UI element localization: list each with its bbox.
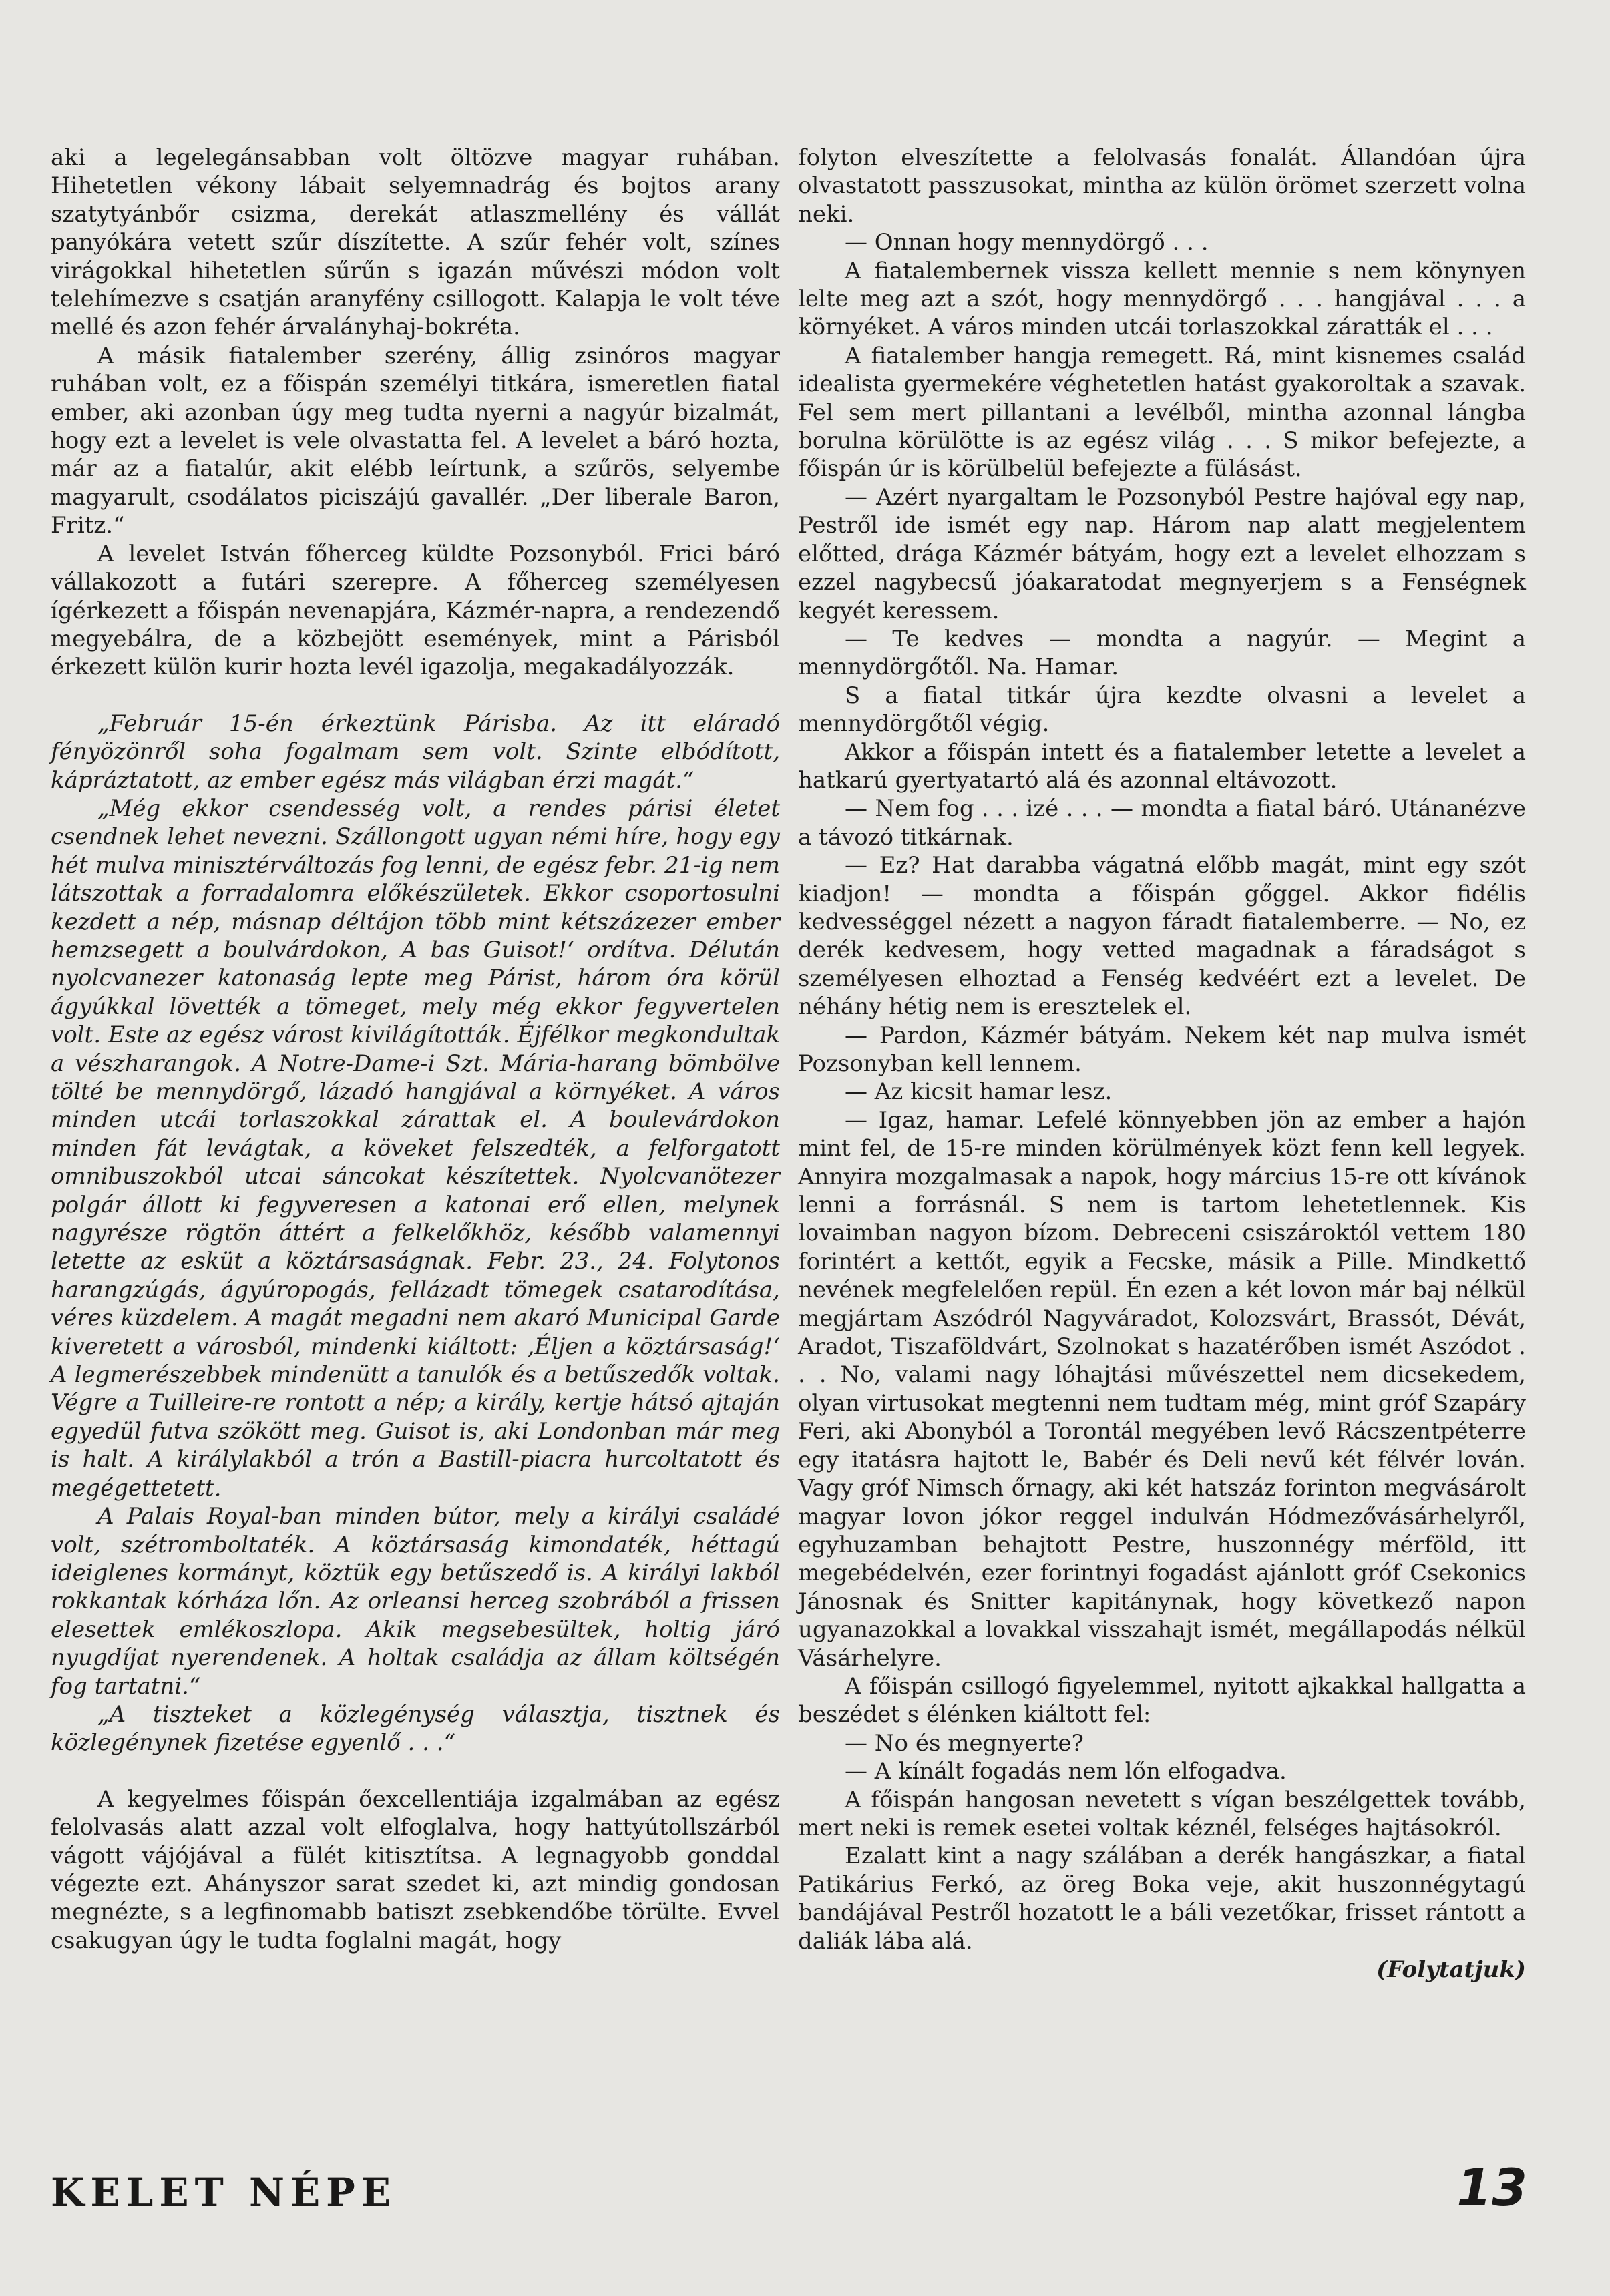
paragraph: A fiatalembernek vissza kellett mennie s nem könynyen lelte meg azt a szót, hogy mennydörgő . . . hangjával . . . a környéket. A város minden utcái torlaszokkal záratták el . . . <box>798 257 1526 341</box>
paragraph: — Igaz, hamar. Lefelé könnyebben jön az ember a hajón mint fel, de 15-re minden körülmények közt fenn kell legyek. Annyira mozgalmasak a napok, hogy március 15-re ott kívánok lenni a forrásnál. S nem is tartom lehetetlennek. Kis lovaimban nagyon bízom. Debreceni csiszároktól vettem 180 forintért a kettőt, egyik a Fecske, másik a Pille. Mindkettő nevének megfelelően repül. Én ezen a két lovon már baj nélkül megjártam Aszódról Nagyváradot, Kolozsvárt, Brassót, Dévát, Aradot, Tiszaföldvárt, Szolnokat s hazatérőben ismét Aszódot . . . No, valami nagy lóhajtási művészettel nem dicsekedem, olyan virtusokat megtenni nem tudtam még, mint gróf Szapáry Feri, aki Abonyból a Torontál megyében levő Rácszentpéterre egy itatásra hajtott le, Babér és Deli nevű két félvér lován. Vagy gróf Nimsch őrnagy, aki két hatszáz forinton megvásárolt magyar lovon jókor reggel indulván Hódmezővásárhelyről, egyhuzamban behajtott Pestre, huszonnégy mérföld, itt megebédelvén, ezer forintnyi fogadást ajánlott gróf Csekonics Jánosnak és Snitter kapitánynak, hogy következő napon ugyanazokkal a lovakkal visszahajt ismét, megállapodás nélkül Vásárhelyre. <box>798 1106 1526 1672</box>
left-column <box>51 144 780 1955</box>
paragraph-spacer <box>51 682 780 710</box>
paragraph: Akkor a főispán intett és a fiatalember letette a levelet a hatkarú gyertyatartó alá és azonnal eltávozott. <box>798 738 1526 794</box>
paragraph: — No és megnyerte? <box>845 1729 1084 1757</box>
paragraph: A fiatalember hangja remegett. Rá, mint kisnemes család idealista gyermekére véghetetlen hatást gyakoroltak a szavak. Fel sem mert pillantani a levélből, mintha azonnal lángba borulna körülötte is az egész világ . . . S mikor befejezte, a főispán úr is körülbelül befejezte a fülásást. <box>798 342 1526 483</box>
paragraph: — Az kicsit hamar lesz. <box>845 1078 1113 1106</box>
paragraph-spacer <box>51 1757 780 1785</box>
paragraph: — Te kedves — mondta a nagyúr. — Megint a mennydörgőtől. Na. Hamar. <box>798 625 1526 681</box>
paragraph: — Nem fog . . . izé . . . — mondta a fiatal báró. Utánanézve a távozó titkárnak. <box>798 795 1526 851</box>
paragraph: — Onnan hogy mennydörgő . . . <box>845 229 1209 256</box>
publication-title: KELET NÉPE <box>51 2170 397 2215</box>
quoted-letter-paragraph: A Palais Royal-ban minden bútor, mely a királyi családé volt, szétromboltaték. A köztársaság kimondaték, héttagú ideiglenes kormányt, köztük egy betűszedő is. A királyi lakból rokkantak kórháza lőn. Az orleansi herceg szobrából a frissen elesettek emlékoszlopa. Akik megsebesültek, holtig járó nyugdíjat nyerendenek. A holtak családja az állam költségén fog tartatni.“ <box>51 1503 780 1700</box>
paragraph: — A kínált fogadás nem lőn elfogadva. <box>845 1758 1287 1785</box>
paragraph: — Azért nyargaltam le Pozsonyból Pestre hajóval egy nap, Pestről ide ismét egy nap. Három nap alatt megjelentem előtted, drága Kázmér bátyám, hogy ezt a levelet elhozzam s ezzel nagybecsű jóakaratodat megnyerjem s a Fenségnek kegyét keressem. <box>798 483 1526 624</box>
paragraph: S a fiatal titkár újra kezdte olvasni a levelet a mennydörgőtől végig. <box>798 682 1526 738</box>
quoted-letter-paragraph: „A tiszteket a közlegénység választja, tisztnek és közlegénynek fizetése egyenlő . . .“ <box>51 1700 780 1757</box>
quoted-letter-paragraph: „Február 15-én érkeztünk Párisba. Az itt eláradó fényözönről soha fogalmam sem volt. Szinte elbódított, kápráztatott, az ember egész más világban érzi magát.“ <box>51 710 780 794</box>
paragraph: A levelet István főherceg küldte Pozsonyból. Frici báró vállakozott a futári szerepre. A főherceg személyesen ígérkezett a főispán nevenapjára, Kázmér-napra, a rendezendő megyebálra, de a közbejött események, mint a Párisból érkezett külön kurir hozta levél igazolja, megakadályozzák. <box>51 540 780 681</box>
paragraph: A másik fiatalember szerény, állig zsinóros magyar ruhában volt, ez a főispán személyi titkára, ismeretlen fiatal ember, aki azonban úgy meg tudta nyerni a nagyúr bizalmát, hogy ezt a levelet is vele olvastatta fel. A levelet a báró hozta, már az a fiatalúr, akit elébb leírtunk, a szűrös, selyembe magyarult, csodálatos piciszájú gavallér. „Der liberale Baron, Fritz.“ <box>51 342 780 539</box>
paragraph: A főispán csillogó figyelemmel, nyitott ajkakkal hallgatta a beszédet s élénken kiáltott fel: <box>798 1672 1526 1729</box>
paragraph: — Pardon, Kázmér bátyám. Nekem két nap mulva ismét Pozsonyban kell lennem. <box>798 1021 1526 1077</box>
paragraph: aki a legelegánsabban volt öltözve magyar ruhában. Hihetetlen vékony lábait selyemnadrág és bojtos arany szatytyánbőr csizma, derekát atlaszmellény és vállát panyókára vetett szűr díszítette. A szűr fehér volt, színes virágokkal hihetetlen sűrűn s igazán művészi módon volt telehímezve s csatján aranyfény csillogott. Kalapja le volt téve mellé és azon fehér árvalányhaj-bokréta. <box>51 144 780 341</box>
quoted-letter-paragraph: „Még ekkor csendesség volt, a rendes párisi életet csendnek lehet nevezni. Szállongott ugyan némi híre, hogy egy hét mulva minisztérváltozás fog lenni, de egész febr. 21-ig nem látszottak a forradalomra előkészületek. Ekkor csoportosulni kezdett a nép, másnap déltájon több mint kétszázezer ember hemzsegett a boulvárdokon, A bas Guisot!‘ ordítva. Délután nyolcvanezer katonaság lepte meg Párist, három óra körül ágyúkkal lövették a tömeget, mely még ekkor fegyvertelen volt. Este az egész várost kivilágították. Éjfélkor megkondultak a vészharangok. A Notre-Dame-i Szt. Mária-harang bömbölve tölté be mennydörgő, lázadó hangjával a környéket. A város minden utcái torlaszokkal zárattak el. A boulevárdokon minden fát levágtak, a köveket felszedték, a felforgatott omnibuszokból utcai sáncokat készítettek. Nyolcvanötezer polgár állott ki fegyveresen a katonai erő ellen, melynek nagyrésze rögtön áttért a felkelőkhöz, később valamennyi letette az esküt a köztársaságnak. Febr. 23., 24. Folytonos harangzúgás, ágyúropogás, fellázadt tömegek csatarodítása, véres küzdelem. A magát megadni nem akaró Municipal Garde kiveretett a városból, mindenki kiáltott: ‚Éljen a köztársaság!‘ A legmerészebbek mindenütt a tanulók és a betűszedők voltak. Végre a Tuilleire-re rontott a nép; a király, kertje hátsó ajtaján egyedül futva szökött meg. Guisot is, aki Londonban már meg is halt. A királylakból a trón a Bastill-piacra hurcoltatott és megégettetett. <box>51 794 780 1502</box>
paragraph: A főispán hangosan nevetett s vígan beszélgettek tovább, mert neki is remek esetei voltak kéznél, felséges hajtásokról. <box>798 1786 1526 1841</box>
paragraph: folyton elveszítette a felolvasás fonalát. Állandóan újra olvastatott passzusokat, mintha az külön örömet szerzett volna neki. <box>798 144 1526 228</box>
paragraph: A kegyelmes főispán őexcellentiája izgalmában az egész felolvasás alatt azzal volt elfoglalva, hogy hattyútollszárból vágott vájójával a fülét kitisztítsa. A legnagyobb gonddal végezte ezt. Ahányszor sarat szedet ki, azt mindig gondosan megnézte, s a legfinomabb batiszt zsebkendőbe törülte. Evvel csakugyan úgy le tudta foglalni magát, hogy <box>51 1785 780 1954</box>
paragraph: Ezalatt kint a nagy szálában a derék hangászkar, a fiatal Patikárius Ferkó, az öreg Boka veje, akit huszonnégytagú bandájával Pestről hozatott le a báli vezetőkar, frisset rántott a daliák lába alá. <box>798 1843 1526 1955</box>
continued-note: (Folytatjuk) <box>1376 1956 1526 1983</box>
right-column <box>798 144 1526 1984</box>
paragraph: — Ez? Hat darabba vágatná előbb magát, mint egy szót kiadjon! — mondta a főispán gőggel. Akkor fidélis kedvességgel nézett a nagyon fáradt fiatalemberre. — No, ez derék kedvesem, hogy vetted magadnak a fáradságot s személyesen elhoztad a Fenség kedvéért ezt a levelet. De néhány hétig nem is eresztelek el. <box>798 852 1526 1021</box>
page-number: 13 <box>1456 2158 1527 2217</box>
